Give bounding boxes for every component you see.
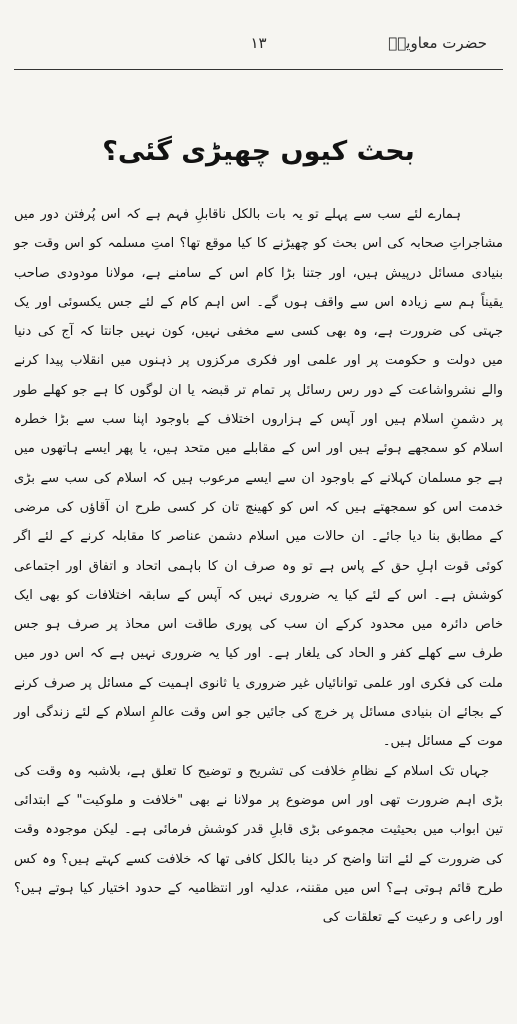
chapter-heading: بحث کیوں چھیڑی گئی؟ [102,136,415,167]
running-title: حضرت معاویہؓ [388,34,487,52]
page-header [14,30,503,72]
paragraph-1: ہمارے لئے سب سے پہلے تو یہ بات بالکل ناقابلِ فہم ہے کہ اس پُرفتن دور میں مشاجراتِ صحابہ کی اس بحث کو چھیڑنے کا کیا موقع تھا؟ امتِ مسلمہ کو اس وقت جو بنیادی مسائل درپیش ہیں، اور جتنا بڑا کام اس کے سامنے ہے، مولانا مودودی صاحب یقیناً ہم سے زیادہ اس سے واقف ہوں گے۔ اس اہم کام کے لئے جس یکسوئی اور یک جہتی کی ضرورت ہے، وہ بھی کسی سے مخفی نہیں، کون نہیں جانتا کہ آج کی دنیا میں دولت و حکومت پر اور علمی اور فکری مرکزوں پر ذہنوں میں انقلاب پیدا کرنے والے نشرواشاعت کے دور رس رسائل پر تمام تر قبضہ یا ان لوگوں کا ہے جو کھلے طور پر دشمنِ اسلام ہیں اور آپس کے ہزاروں اختلاف کے باوجود اپنا سب سے بڑا خطرہ اسلام کو سمجھے ہوئے ہیں اور اس کے مقابلے میں متحد ہیں، یا پھر ایسے ہاتھوں میں ہے جو مسلمان کہلانے کے باوجود ان سے ایسے مرعوب ہیں کہ اسلام کی سب سے بڑی خدمت اس کو سمجھتے ہیں کہ اس کو کھینچ تان کر کسی طرح ان آقاؤں کی مرضی کے مطابق بنا دیا جائے۔ ان حالات میں اسلام دشمن عناصر کا مقابلہ کرنے کے لئے اگر کوئی قوت اہلِ حق کے پاس ہے تو وہ صرف ان کا باہمی اتحاد و اتفاق اور اجتماعی کوشش ہے۔ اس کے لئے کیا یہ ضروری نہیں کہ آپس کے سابقہ اختلافات کو بھی ایک خاص دائرہ میں محدود کرکے ان سب کی پوری طاقت اس محاذ پر صرف ہو جس طرف سے کھلے کفر و الحاد کی یلغار ہے۔ اور کیا یہ ضروری نہیں ہے کہ اس دور میں ملت کی فکری اور علمی توانائیاں غیر ضروری یا ثانوی اہمیت کے مسائل پر صرف کرنے کے بجائے ان بنیادی مسائل پر خرچ کی جائیں جو اس وقت عالمِ اسلام کے لئے زندگی اور موت کے مسائل ہیں۔ [14,207,503,750]
body-text [14,200,503,932]
page-number: ۱۳ [250,34,267,52]
paragraph-2: جہاں تک اسلام کے نظامِ خلافت کی تشریح و توضیح کا تعلق ہے، بلاشبہ وہ وقت کی بڑی اہم ضرورت تھی اور اس موضوع پر مولانا نے بھی "خلافت و ملوکیت" کے ابتدائی تین ابواب میں بحیثیت مجموعی بڑی قابلِ قدر کوشش فرمائی ہے۔ لیکن موجودہ وقت کی ضرورت کے لئے اتنا واضح کر دینا بالکل کافی تھا کہ خلافت کسے کہتے ہیں؟ وہ کس طرح قائم ہوتی ہے؟ اس میں مقننہ، عدلیہ اور انتظامیہ کے حدود اختیار کیا ہوتے ہیں؟ اور راعی و رعیت کے تعلقات کی [14,763,503,926]
header-divider [14,69,503,70]
